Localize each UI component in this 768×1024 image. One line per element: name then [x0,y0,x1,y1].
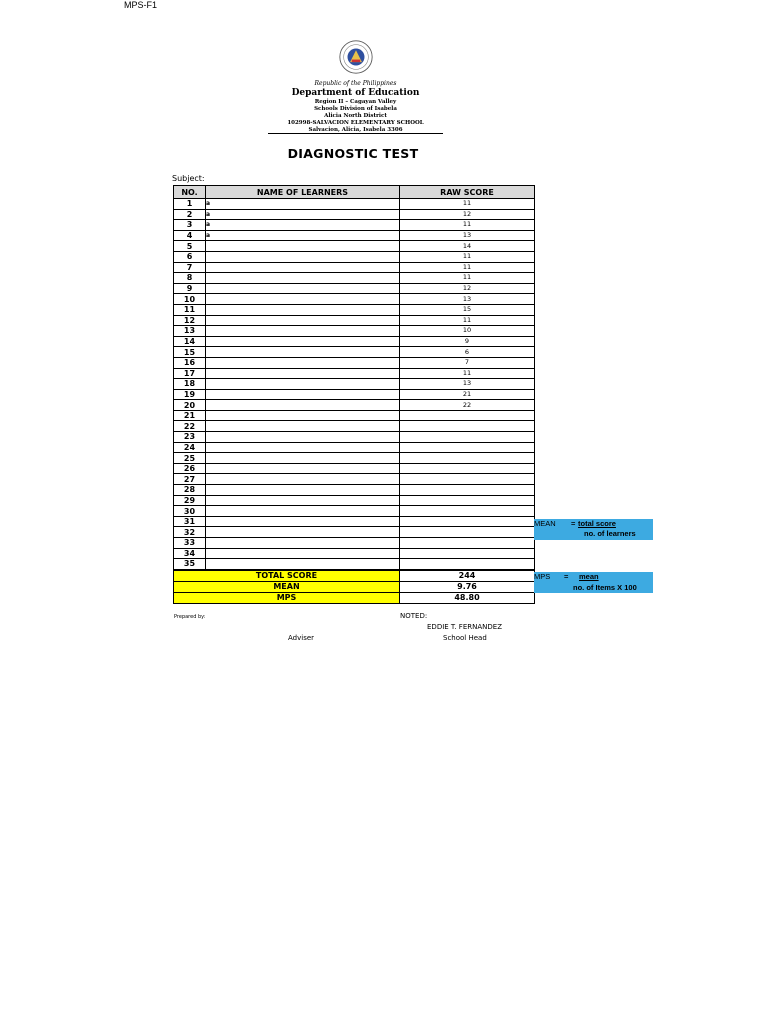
summary-label: MEAN [174,581,400,592]
row-number[interactable]: 19 [174,389,206,400]
republic-line: Republic of the Philippines [314,80,397,87]
row-number[interactable]: 4 [174,230,206,241]
table-row [174,389,535,400]
raw-score-cell[interactable]: 13 [400,379,535,390]
header-line-district: Alicia North District [324,113,387,119]
raw-score-cell[interactable] [400,474,535,485]
raw-score-cell[interactable]: 22 [400,400,535,411]
raw-score-cell[interactable]: 6 [400,347,535,358]
summary-value: 244 [400,570,535,582]
table-row [174,304,535,315]
row-number[interactable]: 1 [174,199,206,210]
learner-name-cell[interactable] [206,368,400,379]
header-no: NO. [174,186,206,199]
table-header-row [174,186,535,199]
raw-score-cell[interactable]: 11 [400,368,535,379]
row-number[interactable]: 14 [174,336,206,347]
table-row [174,442,535,453]
learner-name-cell[interactable]: a [206,220,400,231]
subject-label: Subject: [172,174,205,183]
mps-formula-numerator: mean [579,572,599,581]
row-number[interactable]: 17 [174,368,206,379]
raw-score-cell[interactable] [400,410,535,421]
learner-name-cell[interactable] [206,527,400,538]
row-number[interactable]: 22 [174,421,206,432]
learner-name-cell[interactable] [206,516,400,527]
summary-label: MPS [174,592,400,603]
table-row [174,400,535,411]
row-number[interactable]: 25 [174,453,206,464]
row-number[interactable]: 31 [174,516,206,527]
table-row [174,474,535,485]
score-table [173,185,535,604]
table-row [174,273,535,284]
row-number[interactable]: 33 [174,538,206,549]
row-number[interactable]: 24 [174,442,206,453]
department-line: Department of Education [291,88,420,98]
letterhead [268,34,443,134]
table-row [174,294,535,305]
table-row [174,379,535,390]
raw-score-cell[interactable] [400,485,535,496]
form-code: MPS-F1 [124,0,158,10]
header-line-address: Salvacion, Alicia, Isabela 3306 [308,127,403,133]
table-row [174,357,535,368]
header-line-division: Schools Division of Isabela [314,106,397,112]
row-number[interactable]: 7 [174,262,206,273]
learner-name-cell[interactable]: a [206,199,400,210]
mps-formula-name: MPS [534,572,551,581]
row-number[interactable]: 2 [174,209,206,220]
learner-name-cell[interactable] [206,495,400,506]
learner-name-cell[interactable] [206,453,400,464]
table-row [174,527,535,538]
row-number[interactable]: 11 [174,304,206,315]
table-row [174,220,535,231]
header-score: RAW SCORE [400,186,535,199]
header-name: NAME OF LEARNERS [206,186,400,199]
summary-row [174,592,535,603]
row-number[interactable]: 34 [174,548,206,559]
learner-name-cell[interactable] [206,283,400,294]
row-number[interactable]: 21 [174,410,206,421]
row-number[interactable]: 27 [174,474,206,485]
raw-score-cell[interactable] [400,548,535,559]
table-row [174,347,535,358]
header-line-region: Region II – Cagayan Valley [314,99,397,105]
row-number[interactable]: 30 [174,506,206,517]
learner-name-cell[interactable] [206,315,400,326]
learner-name-cell[interactable] [206,442,400,453]
table-row [174,336,535,347]
mps-formula-denominator: no. of Items X 100 [573,583,637,592]
row-number[interactable]: 18 [174,379,206,390]
row-number[interactable]: 5 [174,241,206,252]
raw-score-cell[interactable] [400,538,535,549]
table-row [174,251,535,262]
raw-score-cell[interactable] [400,527,535,538]
raw-score-cell[interactable]: 11 [400,220,535,231]
row-number[interactable]: 32 [174,527,206,538]
raw-score-cell[interactable] [400,442,535,453]
table-row [174,432,535,443]
raw-score-cell[interactable]: 10 [400,326,535,337]
table-row [174,559,535,570]
row-number[interactable]: 16 [174,357,206,368]
learner-name-cell[interactable] [206,347,400,358]
mean-formula-name: MEAN [534,519,556,528]
learner-name-cell[interactable] [206,410,400,421]
learner-name-cell[interactable] [206,251,400,262]
table-row [174,283,535,294]
raw-score-cell[interactable]: 13 [400,294,535,305]
learner-name-cell[interactable] [206,241,400,252]
learner-name-cell[interactable] [206,273,400,284]
row-number[interactable]: 9 [174,283,206,294]
learner-name-cell[interactable] [206,548,400,559]
row-number[interactable]: 12 [174,315,206,326]
raw-score-cell[interactable] [400,453,535,464]
table-row [174,368,535,379]
table-row [174,463,535,474]
learner-name-cell[interactable] [206,506,400,517]
raw-score-cell[interactable]: 21 [400,389,535,400]
learner-name-cell[interactable] [206,421,400,432]
table-row [174,262,535,273]
mean-formula-box [534,519,653,540]
raw-score-cell[interactable]: 12 [400,209,535,220]
row-number[interactable]: 35 [174,559,206,570]
raw-score-cell[interactable]: 14 [400,241,535,252]
learner-name-cell[interactable] [206,474,400,485]
mean-formula-denominator: no. of learners [584,529,636,538]
learner-name-cell[interactable] [206,432,400,443]
table-row [174,506,535,517]
school-head-name: EDDIE T. FERNANDEZ [427,623,502,631]
learner-name-cell[interactable] [206,294,400,305]
prepared-by-label: Prepared by: [174,614,206,620]
learner-name-cell[interactable] [206,262,400,273]
row-number[interactable]: 23 [174,432,206,443]
raw-score-cell[interactable] [400,506,535,517]
mps-formula-box [534,572,653,593]
page-title: DIAGNOSTIC TEST [287,146,419,161]
summary-value: 9.76 [400,581,535,592]
raw-score-cell[interactable]: 11 [400,199,535,210]
table-row [174,495,535,506]
learner-name-cell[interactable] [206,485,400,496]
school-head-role: School Head [443,634,487,642]
learner-name-cell[interactable]: a [206,209,400,220]
raw-score-cell[interactable] [400,495,535,506]
raw-score-cell[interactable] [400,432,535,443]
learner-name-cell[interactable] [206,559,400,570]
row-number[interactable]: 13 [174,326,206,337]
header-line-school: 102998-SALVACION ELEMENTARY SCHOOL [287,120,424,126]
row-number[interactable]: 10 [174,294,206,305]
row-number[interactable]: 26 [174,463,206,474]
row-number[interactable]: 15 [174,347,206,358]
mps-formula-eq: = [564,572,569,581]
summary-row [174,581,535,592]
raw-score-cell[interactable]: 11 [400,315,535,326]
table-row [174,516,535,527]
raw-score-cell[interactable] [400,421,535,432]
learner-name-cell[interactable] [206,357,400,368]
learner-name-cell[interactable] [206,538,400,549]
learner-name-cell[interactable] [206,326,400,337]
deped-seal-icon [339,40,373,74]
table-row [174,410,535,421]
table-row [174,548,535,559]
learner-name-cell[interactable] [206,463,400,474]
summary-row [174,570,535,582]
raw-score-cell[interactable]: 11 [400,262,535,273]
raw-score-cell[interactable]: 7 [400,357,535,368]
table-row [174,315,535,326]
raw-score-cell[interactable]: 12 [400,283,535,294]
mean-formula-numerator: total score [578,519,616,528]
raw-score-cell[interactable]: 11 [400,251,535,262]
raw-score-cell[interactable] [400,463,535,474]
learner-name-cell[interactable]: a [206,230,400,241]
adviser-role: Adviser [288,634,315,642]
table-row [174,421,535,432]
table-row [174,538,535,549]
learner-name-cell[interactable] [206,379,400,390]
raw-score-cell[interactable] [400,516,535,527]
table-row [174,230,535,241]
learner-name-cell[interactable] [206,304,400,315]
table-row [174,209,535,220]
raw-score-cell[interactable]: 9 [400,336,535,347]
learner-name-cell[interactable] [206,336,400,347]
row-number[interactable]: 20 [174,400,206,411]
table-row [174,241,535,252]
row-number[interactable]: 3 [174,220,206,231]
raw-score-cell[interactable]: 11 [400,273,535,284]
noted-label: NOTED: [400,612,428,620]
table-row [174,485,535,496]
row-number[interactable]: 6 [174,251,206,262]
raw-score-cell[interactable] [400,559,535,570]
raw-score-cell[interactable]: 13 [400,230,535,241]
row-number[interactable]: 8 [174,273,206,284]
table-row [174,453,535,464]
summary-value: 48.80 [400,592,535,603]
row-number[interactable]: 28 [174,485,206,496]
mean-formula-eq: = [571,519,576,528]
table-row [174,326,535,337]
learner-name-cell[interactable] [206,400,400,411]
row-number[interactable]: 29 [174,495,206,506]
learner-name-cell[interactable] [206,389,400,400]
raw-score-cell[interactable]: 15 [400,304,535,315]
summary-label: TOTAL SCORE [174,570,400,582]
header-rule [268,133,443,134]
table-row [174,199,535,210]
